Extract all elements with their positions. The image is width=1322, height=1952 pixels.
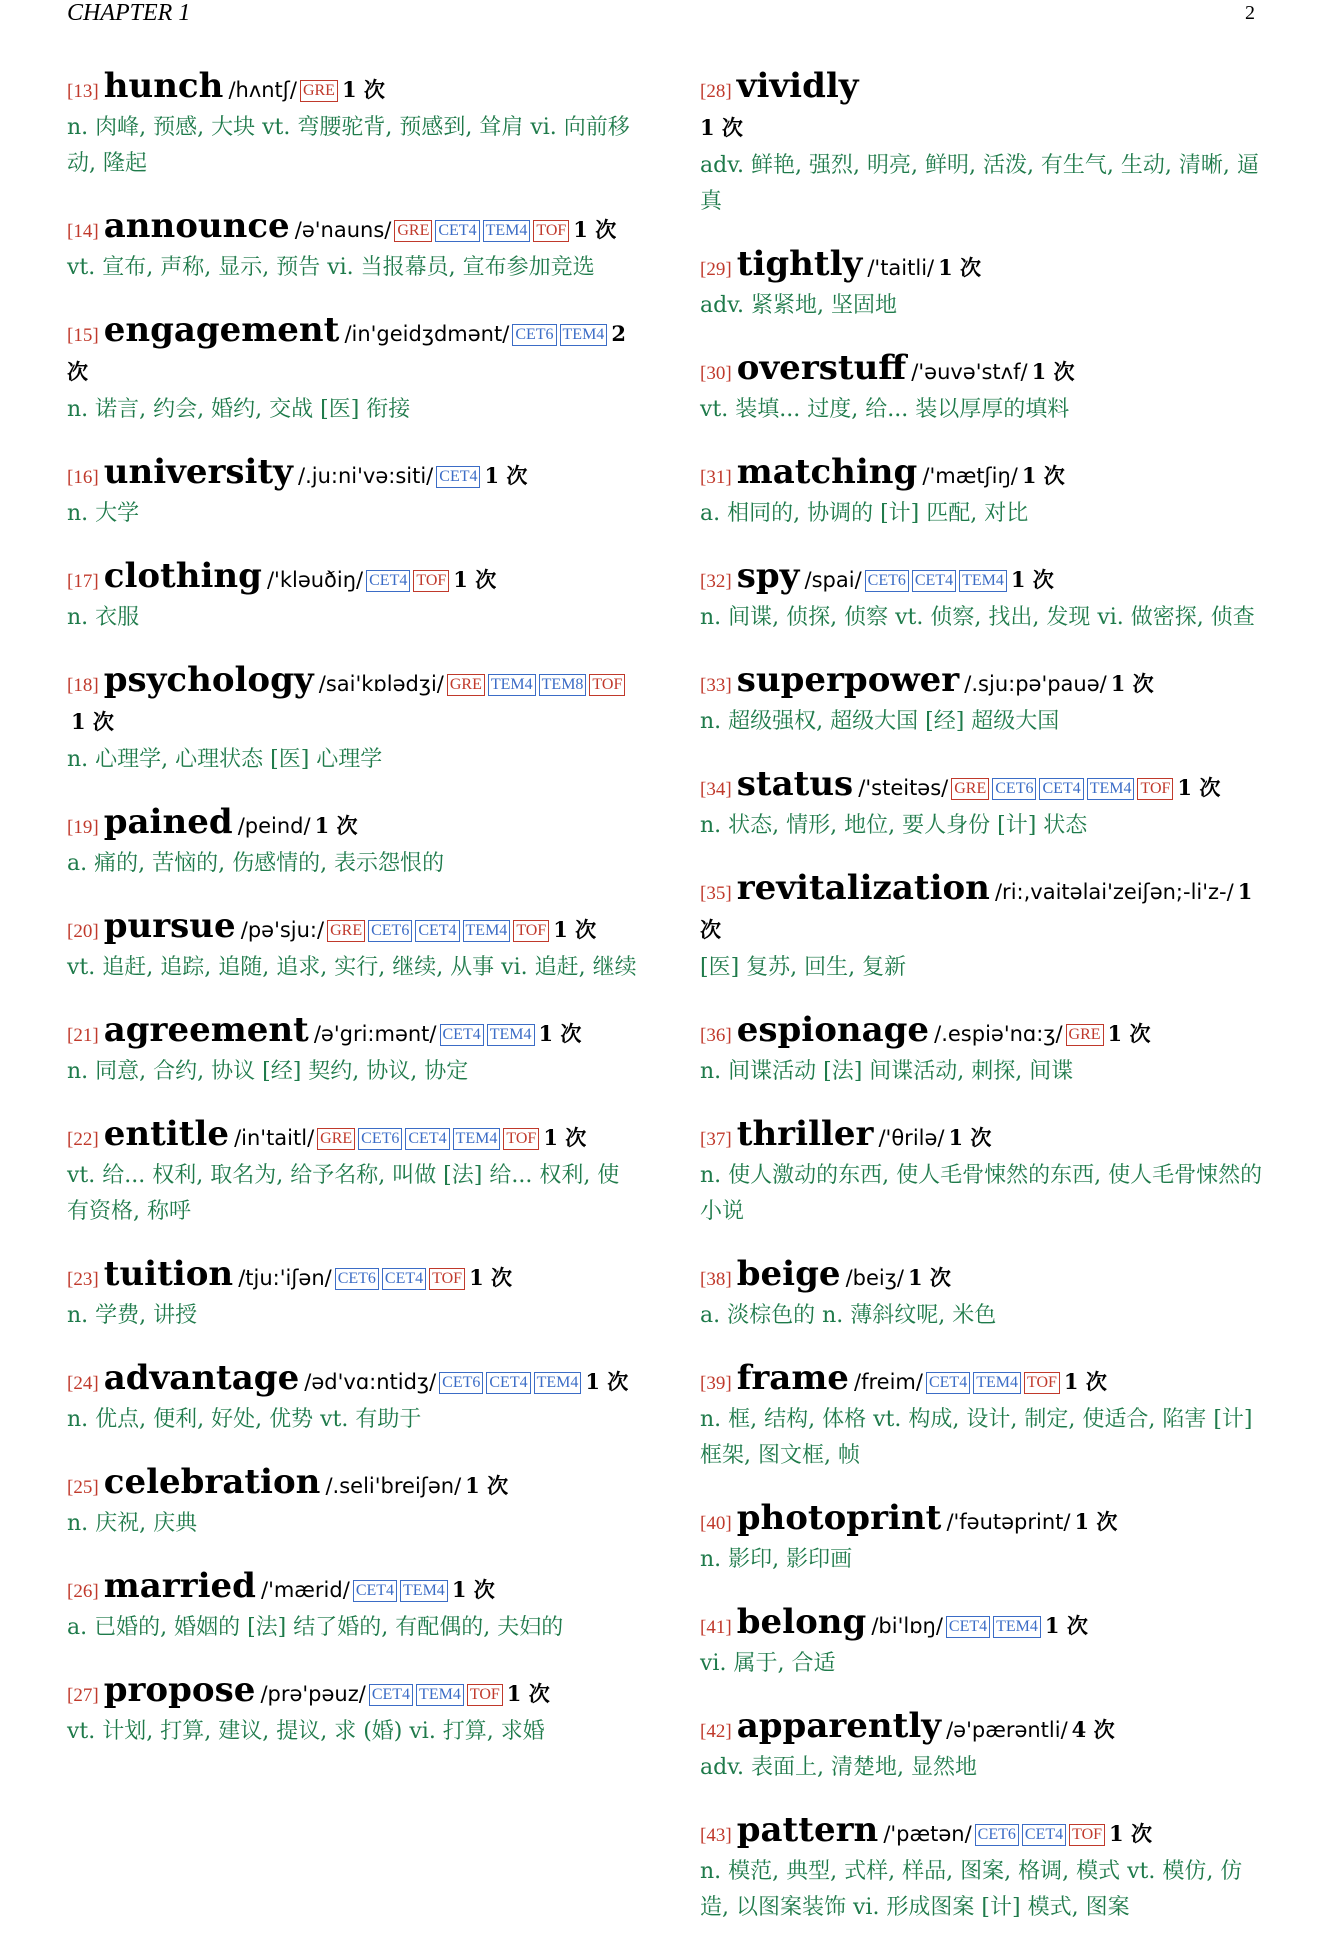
entry-number: [30] xyxy=(700,363,732,384)
definition: n. 超级强权, 超级大国 [经] 超级大国 xyxy=(700,709,1060,734)
exam-tag: TEM4 xyxy=(560,324,608,346)
definition: adv. 表面上, 清楚地, 显然地 xyxy=(700,1755,977,1780)
vocab-entry xyxy=(67,1256,637,1334)
entry-headline xyxy=(700,454,1270,496)
exam-tag: CET6 xyxy=(368,920,412,942)
headword: university xyxy=(103,452,293,492)
headword: married xyxy=(103,1566,256,1606)
exam-tag: TOF xyxy=(1024,1372,1060,1394)
exam-tag: CET4 xyxy=(435,220,479,242)
entry-number: [13] xyxy=(67,81,99,102)
entry-headline xyxy=(700,1012,1270,1054)
definition: n. 间谍活动 [法] 间谍活动, 刺探, 间谍 xyxy=(700,1059,1074,1084)
headword: frame xyxy=(736,1358,849,1398)
headword: advantage xyxy=(103,1358,300,1398)
exam-tag: TOF xyxy=(467,1684,503,1706)
frequency-count: 1 次 xyxy=(1074,1509,1118,1534)
definition: n. 同意, 合约, 协议 [经] 契约, 协议, 协定 xyxy=(67,1059,469,1084)
page-number: 2 xyxy=(1245,2,1255,24)
entry-number: [23] xyxy=(67,1269,99,1290)
headword: matching xyxy=(736,452,918,492)
entry-number: [32] xyxy=(700,571,732,592)
entry-number: [26] xyxy=(67,1581,99,1602)
entry-headline xyxy=(700,558,1270,600)
definition: vt. 追赶, 追踪, 追随, 追求, 实行, 继续, 从事 vi. 追赶, 继续 xyxy=(67,955,637,980)
chapter-title: CHAPTER 1 xyxy=(67,0,191,26)
entry-headline xyxy=(700,870,1270,950)
entry-number: [25] xyxy=(67,1477,99,1498)
phonetic: /bi'lɒŋ/ xyxy=(871,1614,943,1638)
definition: n. 框, 结构, 体格 vt. 构成, 设计, 制定, 使适合, 陷害 [计] 框架, 图文框, 帧 xyxy=(700,1407,1253,1468)
entry-number: [37] xyxy=(700,1129,732,1150)
frequency-count: 1 次 xyxy=(1109,1821,1152,1846)
frequency-count: 2 次 xyxy=(67,321,626,384)
definition: n. 影印, 影印画 xyxy=(700,1547,853,1572)
frequency-count: 1 次 xyxy=(341,77,385,102)
vocab-entry xyxy=(700,246,1270,324)
exam-tag: TEM4 xyxy=(400,1580,448,1602)
definition: a. 已婚的, 婚姻的 [法] 结了婚的, 有配偶的, 夫妇的 xyxy=(67,1615,564,1640)
phonetic: /'fəutəprint/ xyxy=(946,1510,1071,1534)
frequency-count: 1 次 xyxy=(1107,1021,1151,1046)
entry-number: [16] xyxy=(67,467,99,488)
entry-headline xyxy=(700,246,1270,288)
entry-number: [33] xyxy=(700,675,732,696)
headword: belong xyxy=(736,1602,867,1642)
exam-tag: TEM4 xyxy=(483,220,531,242)
entry-headline xyxy=(67,312,637,392)
exam-tag: TOF xyxy=(589,674,625,696)
frequency-count: 1 次 xyxy=(573,217,617,242)
vocab-entry xyxy=(67,312,637,428)
phonetic: /ə'nauns/ xyxy=(294,218,392,242)
headword: tightly xyxy=(736,244,863,284)
frequency-count: 1 次 xyxy=(553,917,597,942)
frequency-count: 1 次 xyxy=(1031,359,1075,384)
frequency-count: 1 次 xyxy=(453,567,497,592)
phonetic: /.sju:pə'pauə/ xyxy=(964,672,1107,696)
headword: engagement xyxy=(103,310,340,350)
entry-number: [15] xyxy=(67,325,99,346)
definition: vt. 宣布, 声称, 显示, 预告 vi. 当报幕员, 宣布参加竞选 xyxy=(67,255,595,280)
entry-number: [35] xyxy=(700,883,732,904)
entry-number: [22] xyxy=(67,1129,99,1150)
exam-tag: CET6 xyxy=(439,1372,483,1394)
frequency-count: 1 次 xyxy=(1063,1369,1107,1394)
entry-headline xyxy=(67,1256,637,1298)
frequency-count: 1 次 xyxy=(1177,775,1221,800)
definition: adv. 鲜艳, 强烈, 明亮, 鲜明, 活泼, 有生气, 生动, 清晰, 逼真 xyxy=(700,153,1259,214)
definition: n. 学费, 讲授 xyxy=(67,1303,198,1328)
exam-tag: TOF xyxy=(533,220,569,242)
entry-headline xyxy=(67,1672,637,1714)
frequency-count: 1 次 xyxy=(469,1265,513,1290)
headword: tuition xyxy=(103,1254,234,1294)
vocab-entry xyxy=(700,1116,1270,1230)
exam-tag: TEM8 xyxy=(539,674,587,696)
frequency-count: 1 次 xyxy=(907,1265,951,1290)
entry-headline xyxy=(700,1604,1270,1646)
exam-tag: CET4 xyxy=(436,466,480,488)
vocab-entry xyxy=(700,1360,1270,1474)
headword: agreement xyxy=(103,1010,309,1050)
phonetic: /freim/ xyxy=(854,1370,923,1394)
frequency-count: 1 次 xyxy=(948,1125,992,1150)
entry-headline xyxy=(700,1812,1270,1854)
entry-number: [31] xyxy=(700,467,732,488)
frequency-count: 1 次 xyxy=(1021,463,1065,488)
frequency-count: 1 次 xyxy=(1110,671,1154,696)
entry-number: [14] xyxy=(67,221,99,242)
exam-tag: TEM4 xyxy=(1087,778,1135,800)
definition: n. 庆祝, 庆典 xyxy=(67,1511,198,1536)
phonetic: /peind/ xyxy=(237,814,311,838)
entry-number: [34] xyxy=(700,779,732,800)
exam-tag: TEM4 xyxy=(534,1372,582,1394)
exam-tag: GRE xyxy=(447,674,485,696)
phonetic: /'θrilə/ xyxy=(878,1126,945,1150)
phonetic: /beiʒ/ xyxy=(845,1266,904,1290)
frequency-count: 1 次 xyxy=(938,255,982,280)
headword: vividly xyxy=(736,66,859,106)
exam-tag: CET4 xyxy=(440,1024,484,1046)
vocab-entry xyxy=(67,804,637,882)
entry-headline xyxy=(67,1012,637,1054)
frequency-count: 1 次 xyxy=(585,1369,629,1394)
exam-tag: TEM4 xyxy=(416,1684,464,1706)
entry-number: [42] xyxy=(700,1721,732,1742)
entry-number: [40] xyxy=(700,1513,732,1534)
entry-number: [18] xyxy=(67,675,99,696)
vocab-entry xyxy=(700,558,1270,636)
definition: n. 大学 xyxy=(67,501,140,526)
phonetic: /in'geidʒdmənt/ xyxy=(344,322,510,346)
exam-tag: TEM4 xyxy=(973,1372,1021,1394)
left-column xyxy=(67,68,637,1776)
vocab-entry xyxy=(67,1012,637,1090)
vocab-entry xyxy=(700,1500,1270,1578)
definition: n. 状态, 情形, 地位, 要人身份 [计] 状态 xyxy=(700,813,1088,838)
definition: n. 心理学, 心理状态 [医] 心理学 xyxy=(67,747,383,772)
frequency-count: 1 次 xyxy=(1044,1613,1088,1638)
entry-headline xyxy=(67,804,637,846)
entry-headline xyxy=(67,454,637,496)
exam-tag: CET4 xyxy=(486,1372,530,1394)
phonetic: /'taitli/ xyxy=(867,256,935,280)
phonetic: /'pætən/ xyxy=(883,1822,972,1846)
definition: n. 间谍, 侦探, 侦察 vt. 侦察, 找出, 发现 vi. 做密探, 侦查 xyxy=(700,605,1255,630)
vocab-entry xyxy=(700,454,1270,532)
vocab-entry xyxy=(700,662,1270,740)
exam-tag: TOF xyxy=(1069,1824,1105,1846)
exam-tag: CET4 xyxy=(1022,1824,1066,1846)
exam-tag: GRE xyxy=(300,80,338,102)
phonetic: /'mætʃiŋ/ xyxy=(922,464,1018,488)
headword: apparently xyxy=(736,1706,941,1746)
vocab-entry xyxy=(700,350,1270,428)
phonetic: /əd'vɑ:ntidʒ/ xyxy=(304,1370,437,1394)
definition: vt. 计划, 打算, 建议, 提议, 求 (婚) vi. 打算, 求婚 xyxy=(67,1719,545,1744)
headword: photoprint xyxy=(736,1498,942,1538)
right-column xyxy=(700,68,1270,1952)
exam-tag: CET4 xyxy=(946,1616,990,1638)
headword: revitalization xyxy=(736,868,990,908)
definition: a. 淡棕色的 n. 薄斜纹呢, 米色 xyxy=(700,1303,997,1328)
entry-number: [27] xyxy=(67,1685,99,1706)
exam-tag: CET6 xyxy=(992,778,1036,800)
definition: [医] 复苏, 回生, 复新 xyxy=(700,955,907,980)
phonetic: /'kləuðiŋ/ xyxy=(266,568,364,592)
frequency-count: 1 次 xyxy=(538,1021,582,1046)
phonetic: /pə'sju:/ xyxy=(240,918,325,942)
vocab-entry xyxy=(700,870,1270,986)
headword: pained xyxy=(103,802,233,842)
exam-tag: CET4 xyxy=(926,1372,970,1394)
headword: overstuff xyxy=(736,348,907,388)
exam-tag: TEM4 xyxy=(488,674,536,696)
headword: propose xyxy=(103,1670,256,1710)
entry-headline xyxy=(67,1464,637,1506)
definition: n. 使人激动的东西, 使人毛骨悚然的东西, 使人毛骨悚然的小说 xyxy=(700,1163,1263,1224)
exam-tag: TEM4 xyxy=(487,1024,535,1046)
frequency-count: 1 次 xyxy=(543,1125,587,1150)
entry-headline xyxy=(700,766,1270,808)
vocab-entry xyxy=(67,908,637,986)
entry-headline xyxy=(67,558,637,600)
entry-number: [36] xyxy=(700,1025,732,1046)
entry-number: [19] xyxy=(67,817,99,838)
definition: n. 诺言, 约会, 婚约, 交战 [医] 衔接 xyxy=(67,397,411,422)
phonetic: /tju:'iʃən/ xyxy=(238,1266,332,1290)
phonetic: /in'taitl/ xyxy=(234,1126,315,1150)
phonetic: /spai/ xyxy=(804,568,862,592)
definition: n. 模范, 典型, 式样, 样品, 图案, 格调, 模式 vt. 模仿, 仿造, 以图案装饰 vi. 形成图案 [计] 模式, 图案 xyxy=(700,1859,1243,1920)
definition: adv. 紧紧地, 坚固地 xyxy=(700,293,897,318)
exam-tag: CET4 xyxy=(415,920,459,942)
exam-tag: GRE xyxy=(951,778,989,800)
entry-headline xyxy=(67,1568,637,1610)
entry-headline xyxy=(700,350,1270,392)
frequency-count: 4 次 xyxy=(1071,1717,1115,1742)
entry-number: [20] xyxy=(67,921,99,942)
entry-number: [38] xyxy=(700,1269,732,1290)
phonetic: /ə'gri:mənt/ xyxy=(313,1022,437,1046)
headword: entitle xyxy=(103,1114,229,1154)
headword: pattern xyxy=(736,1810,879,1850)
definition: a. 痛的, 苦恼的, 伤感情的, 表示怨恨的 xyxy=(67,851,445,876)
definition: n. 肉峰, 预感, 大块 vt. 弯腰驼背, 预感到, 耸肩 vi. 向前移动, 隆起 xyxy=(67,115,630,176)
exam-tag: CET6 xyxy=(512,324,556,346)
frequency-count: 1 次 xyxy=(451,1577,495,1602)
phonetic: /prə'pəuz/ xyxy=(260,1682,366,1706)
frequency-count: 1 次 xyxy=(465,1473,509,1498)
phonetic: /hʌntʃ/ xyxy=(228,78,297,102)
vocab-entry xyxy=(700,1256,1270,1334)
definition: a. 相同的, 协调的 [计] 匹配, 对比 xyxy=(700,501,1029,526)
entry-headline xyxy=(700,1360,1270,1402)
frequency-count: 1 次 xyxy=(700,879,1253,942)
vocab-entry xyxy=(67,1464,637,1542)
headword: celebration xyxy=(103,1462,321,1502)
headword: spy xyxy=(736,556,800,596)
entry-headline xyxy=(700,68,1270,148)
vocab-entry xyxy=(700,68,1270,220)
exam-tag: CET6 xyxy=(335,1268,379,1290)
definition: vi. 属于, 合适 xyxy=(700,1651,836,1676)
entry-number: [41] xyxy=(700,1617,732,1638)
phonetic: /ri:,vaitəlai'zeiʃən;-li'z-/ xyxy=(994,880,1234,904)
exam-tag: TEM4 xyxy=(959,570,1007,592)
definition: n. 衣服 xyxy=(67,605,140,630)
exam-tag: GRE xyxy=(317,1128,355,1150)
vocab-entry xyxy=(700,1812,1270,1926)
entry-number: [17] xyxy=(67,571,99,592)
exam-tag: TOF xyxy=(513,920,549,942)
headword: status xyxy=(736,764,854,804)
frequency-count: 1 次 xyxy=(71,709,114,734)
exam-tag: CET6 xyxy=(358,1128,402,1150)
vocab-entry xyxy=(67,558,637,636)
frequency-count: 1 次 xyxy=(700,115,743,140)
exam-tag: CET4 xyxy=(366,570,410,592)
phonetic: /ə'pærəntli/ xyxy=(946,1718,1068,1742)
vocab-entry xyxy=(67,1116,637,1230)
exam-tag: TOF xyxy=(1137,778,1173,800)
frequency-count: 1 次 xyxy=(1010,567,1054,592)
headword: pursue xyxy=(103,906,236,946)
vocab-entry xyxy=(67,1672,637,1750)
phonetic: /'mærid/ xyxy=(261,1578,350,1602)
exam-tag: CET6 xyxy=(865,570,909,592)
exam-tag: CET6 xyxy=(975,1824,1019,1846)
exam-tag: TEM4 xyxy=(463,920,511,942)
vocab-entry xyxy=(700,1012,1270,1090)
exam-tag: GRE xyxy=(1066,1024,1104,1046)
entry-headline xyxy=(700,662,1270,704)
frequency-count: 1 次 xyxy=(484,463,528,488)
entry-number: [24] xyxy=(67,1373,99,1394)
entry-headline xyxy=(700,1256,1270,1298)
vocab-entry xyxy=(700,1708,1270,1786)
headword: clothing xyxy=(103,556,262,596)
vocab-entry xyxy=(67,1360,637,1438)
frequency-count: 1 次 xyxy=(314,813,358,838)
vocab-entry xyxy=(700,766,1270,844)
vocab-entry xyxy=(67,208,637,286)
entry-headline xyxy=(67,1360,637,1402)
frequency-count: 1 次 xyxy=(506,1681,550,1706)
vocab-entry xyxy=(700,1604,1270,1682)
definition: vt. 装填... 过度, 给... 装以厚厚的填料 xyxy=(700,397,1070,422)
phonetic: /'steitəs/ xyxy=(858,776,949,800)
vocab-entry xyxy=(67,1568,637,1646)
exam-tag: CET4 xyxy=(369,1684,413,1706)
phonetic: /.ju:ni'və:siti/ xyxy=(298,464,434,488)
phonetic: /sai'kɒlədʒi/ xyxy=(318,672,444,696)
headword: superpower xyxy=(736,660,960,700)
entry-headline xyxy=(67,908,637,950)
phonetic: /.espiə'nɑ:ʒ/ xyxy=(934,1022,1063,1046)
exam-tag: CET4 xyxy=(382,1268,426,1290)
phonetic: /.seli'breiʃən/ xyxy=(325,1474,462,1498)
entry-headline xyxy=(700,1708,1270,1750)
headword: thriller xyxy=(736,1114,874,1154)
entry-headline xyxy=(700,1500,1270,1542)
exam-tag: TOF xyxy=(413,570,449,592)
phonetic: /'əuvə'stʌf/ xyxy=(911,360,1028,384)
page-header xyxy=(67,0,1255,30)
exam-tag: GRE xyxy=(394,220,432,242)
entry-headline xyxy=(67,68,637,110)
exam-tag: CET4 xyxy=(353,1580,397,1602)
entry-number: [39] xyxy=(700,1373,732,1394)
vocab-entry xyxy=(67,662,637,778)
headword: hunch xyxy=(103,66,224,106)
entry-headline xyxy=(700,1116,1270,1158)
exam-tag: TEM4 xyxy=(453,1128,501,1150)
headword: espionage xyxy=(736,1010,930,1050)
headword: announce xyxy=(103,206,290,246)
headword: beige xyxy=(736,1254,841,1294)
entry-number: [29] xyxy=(700,259,732,280)
exam-tag: CET4 xyxy=(1039,778,1083,800)
entry-headline xyxy=(67,1116,637,1158)
exam-tag: CET4 xyxy=(405,1128,449,1150)
exam-tag: CET4 xyxy=(912,570,956,592)
definition: n. 优点, 便利, 好处, 优势 vt. 有助于 xyxy=(67,1407,422,1432)
exam-tag: GRE xyxy=(327,920,365,942)
vocab-entry xyxy=(67,68,637,182)
exam-tag: TOF xyxy=(429,1268,465,1290)
entry-number: [21] xyxy=(67,1025,99,1046)
entry-headline xyxy=(67,662,637,742)
entry-headline xyxy=(67,208,637,250)
definition: vt. 给... 权利, 取名为, 给予名称, 叫做 [法] 给... 权利, 使有资格, 称呼 xyxy=(67,1163,620,1224)
exam-tag: TOF xyxy=(503,1128,539,1150)
entry-number: [43] xyxy=(700,1825,732,1846)
exam-tag: TEM4 xyxy=(993,1616,1041,1638)
entry-number: [28] xyxy=(700,81,732,102)
vocab-entry xyxy=(67,454,637,532)
headword: psychology xyxy=(103,660,314,700)
